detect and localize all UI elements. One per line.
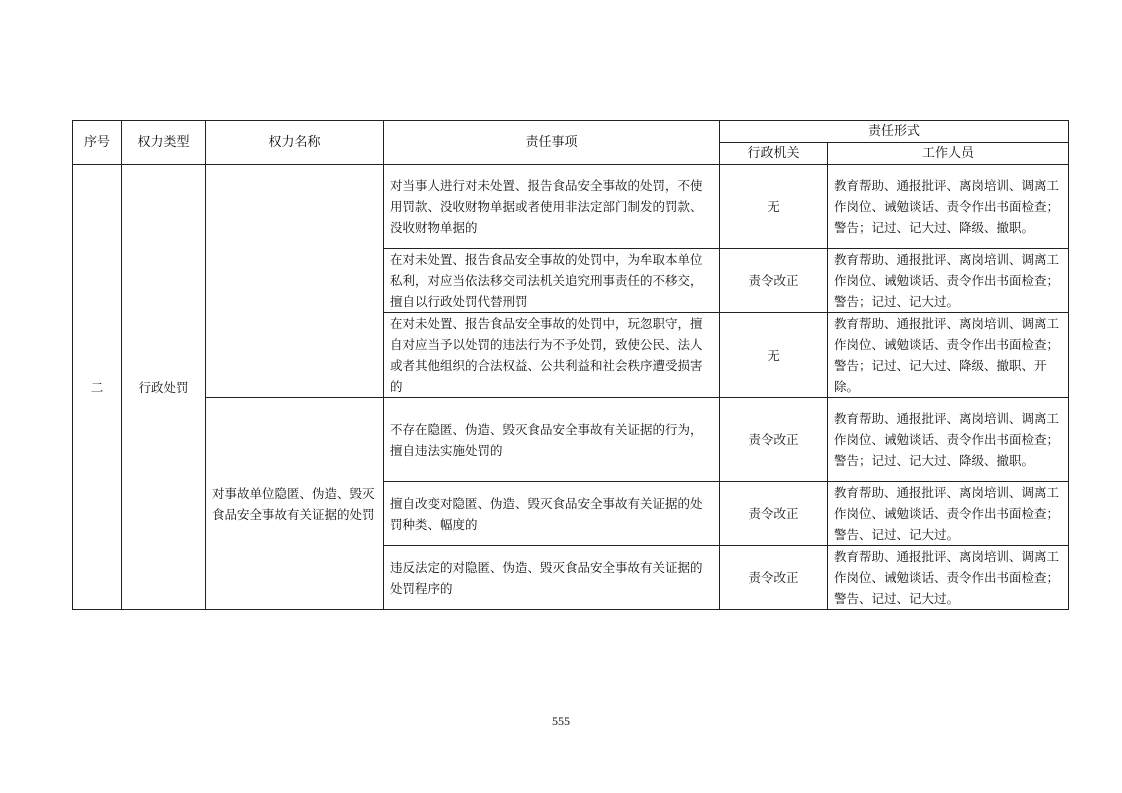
header-admin-org: 行政机关: [720, 143, 828, 165]
header-power-type: 权力类型: [122, 121, 206, 165]
cell-matter: 在对未处置、报告食品安全事故的处罚中，玩忽职守，擅自对应当予以处罚的违法行为不予处罚，致使公民、法人或者其他组织的合法权益、公共利益和社会秩序遭受损害的: [384, 313, 720, 398]
header-power-name: 权力名称: [206, 121, 384, 165]
cell-staff: 教育帮助、通报批评、离岗培训、调离工作岗位、诫勉谈话、责令作出书面检查；警告、记过、记大过。: [828, 546, 1069, 610]
cell-staff: 教育帮助、通报批评、离岗培训、调离工作岗位、诫勉谈话、责令作出书面检查；警告；记过、记大过、降级、撤职。: [828, 165, 1069, 249]
cell-matter: 对当事人进行对未处置、报告食品安全事故的处罚，不使用罚款、没收财物单据或者使用非法定部门制发的罚款、没收财物单据的: [384, 165, 720, 249]
cell-admin: 无: [720, 165, 828, 249]
cell-seq: 二: [73, 165, 122, 610]
cell-matter: 不存在隐匿、伪造、毁灭食品安全事故有关证据的行为，擅自违法实施处罚的: [384, 398, 720, 482]
cell-power-type: 行政处罚: [122, 165, 206, 610]
header-seq: 序号: [73, 121, 122, 165]
table-row: [73, 165, 1069, 249]
cell-staff: 教育帮助、通报批评、离岗培训、调离工作岗位、诫勉谈话、责令作出书面检查；警告；记过、记大过。: [828, 249, 1069, 313]
page-number: 555: [552, 714, 570, 728]
cell-staff: 教育帮助、通报批评、离岗培训、调离工作岗位、诫勉谈话、责令作出书面检查；警告；记过、记大过、降级、撤职、开除。: [828, 313, 1069, 398]
header-staff: 工作人员: [828, 143, 1069, 165]
header-responsibility-form: 责任形式: [720, 121, 1069, 143]
responsibility-table: [72, 120, 1069, 610]
cell-admin: 责令改正: [720, 482, 828, 546]
cell-matter: 在对未处置、报告食品安全事故的处罚中，为牟取本单位私利，对应当依法移交司法机关追究刑事责任的不移交，擅自以行政处罚代替刑罚: [384, 249, 720, 313]
header-matter: 责任事项: [384, 121, 720, 165]
cell-power-name-1: [206, 165, 384, 398]
cell-matter: 违反法定的对隐匿、伪造、毁灭食品安全事故有关证据的处罚程序的: [384, 546, 720, 610]
table-row: [73, 398, 1069, 482]
cell-admin: 责令改正: [720, 398, 828, 482]
cell-power-name-2: 对事故单位隐匿、伪造、毁灭食品安全事故有关证据的处罚: [206, 398, 384, 610]
cell-admin: 责令改正: [720, 546, 828, 610]
cell-admin: 责令改正: [720, 249, 828, 313]
cell-staff: 教育帮助、通报批评、离岗培训、调离工作岗位、诫勉谈话、责令作出书面检查；警告、记过、记大过。: [828, 482, 1069, 546]
cell-admin: 无: [720, 313, 828, 398]
cell-staff: 教育帮助、通报批评、离岗培训、调离工作岗位、诫勉谈话、责令作出书面检查；警告；记过、记大过、降级、撤职。: [828, 398, 1069, 482]
cell-matter: 擅自改变对隐匿、伪造、毁灭食品安全事故有关证据的处罚种类、幅度的: [384, 482, 720, 546]
